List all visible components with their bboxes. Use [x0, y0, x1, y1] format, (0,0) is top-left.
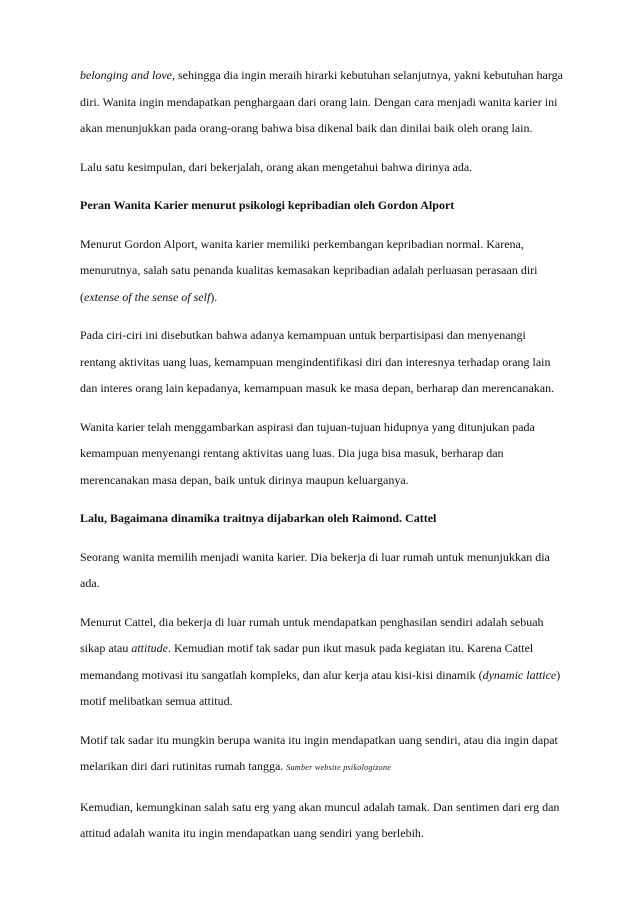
italic-term: attitude: [131, 641, 168, 655]
paragraph-6: Seorang wanita memilih menjadi wanita karier. Dia bekerja di luar rumah untuk menunjukkan dia ada.: [80, 549, 550, 590]
paragraph-text: , sehingga dia ingin meraih hirarki kebutuhan selanjutnya, yakni kebutuhan harga diri. Wanita ingin mendapatkan penghargaan dari orang lain. Dengan cara menjadi wanita karier ini akan menunjukkan pada orang-orang bahwa bisa dikenal baik dan dinilai baik oleh orang lain.: [80, 68, 563, 135]
document-page: [80, 62, 564, 859]
italic-term: extense of the sense of self: [84, 289, 211, 304]
paragraph-4: Pada ciri-ciri ini disebutkan bahwa adanya kemampuan untuk berpartisipasi dan menyenangi rentang aktivitas uang luas, kemampuan mengindentifikasi diri dan interesnya terhadap orang lain dan interes orang lain kepadanya, kemampuan masuk ke masa depan, berharap dan merencanakan.: [80, 328, 555, 395]
paragraph-2: Lalu satu kesimpulan, dari bekerjalah, orang akan mengetahui bahwa dirinya ada.: [80, 159, 473, 174]
paragraph-9: Kemudian, kemungkinan salah satu erg yang akan muncul adalah tamak. Dan sentimen dari erg dan attitud adalah wanita itu ingin mendapatkan uang sendiri yang berlebih.: [80, 799, 560, 840]
paragraph-5: Wanita karier telah menggambarkan aspirasi dan tujuan-tujuan hidupnya yang ditunjukan pada kemampuan menyenangi rentang aktivitas uang luas. Dia juga bisa masuk, berharap dan merencanakan masa depan, baik untuk dirinya maupun keluarganya.: [80, 419, 535, 487]
paragraph-text: Motif tak sadar itu mungkin berupa wanita itu ingin mendapatkan uang sendiri, atau dia ingin dapat melarikan diri dari rutinitas rumah tangga.: [80, 732, 558, 773]
paragraph-8: [80, 727, 564, 782]
paragraph-3: [80, 231, 564, 311]
paragraph-7: [80, 609, 564, 715]
paragraph-text: ).: [210, 289, 218, 304]
italic-term: dynamic lattice: [482, 667, 557, 682]
paragraph-text: ) motif melibatkan semua attitud.: [80, 667, 561, 708]
italic-term: belonging and love: [80, 68, 172, 82]
paragraph-text: Menurut Gordon Alport, wanita karier memiliki perkembangan kepribadian normal. Karena, menurutnya, salah satu penanda kualitas kemasakan kepribadian adalah perluasan perasaan diri (: [80, 236, 538, 304]
section-heading-cattel: Lalu, Bagaimana dinamika traitnya dijabarkan oleh Raimond. Cattel: [80, 511, 437, 525]
paragraph-text: Menurut Cattel, dia bekerja di luar rumah untuk mendapatkan penghasilan sendiri adalah sebuah sikap atau: [80, 614, 544, 655]
source-note: Sumber website psikologizone: [286, 763, 392, 772]
paragraph-1: [80, 62, 564, 142]
paragraph-text: . Kemudian motif tak sadar pun ikut masuk pada kegiatan itu. Karena Cattel memandang motivasi itu sangatlah kompleks, dan alur kerja atau kisi-kisi dinamik (: [80, 641, 534, 682]
section-heading-alport: Peran Wanita Karier menurut psikologi kepribadian oleh Gordon Alport: [80, 198, 455, 212]
